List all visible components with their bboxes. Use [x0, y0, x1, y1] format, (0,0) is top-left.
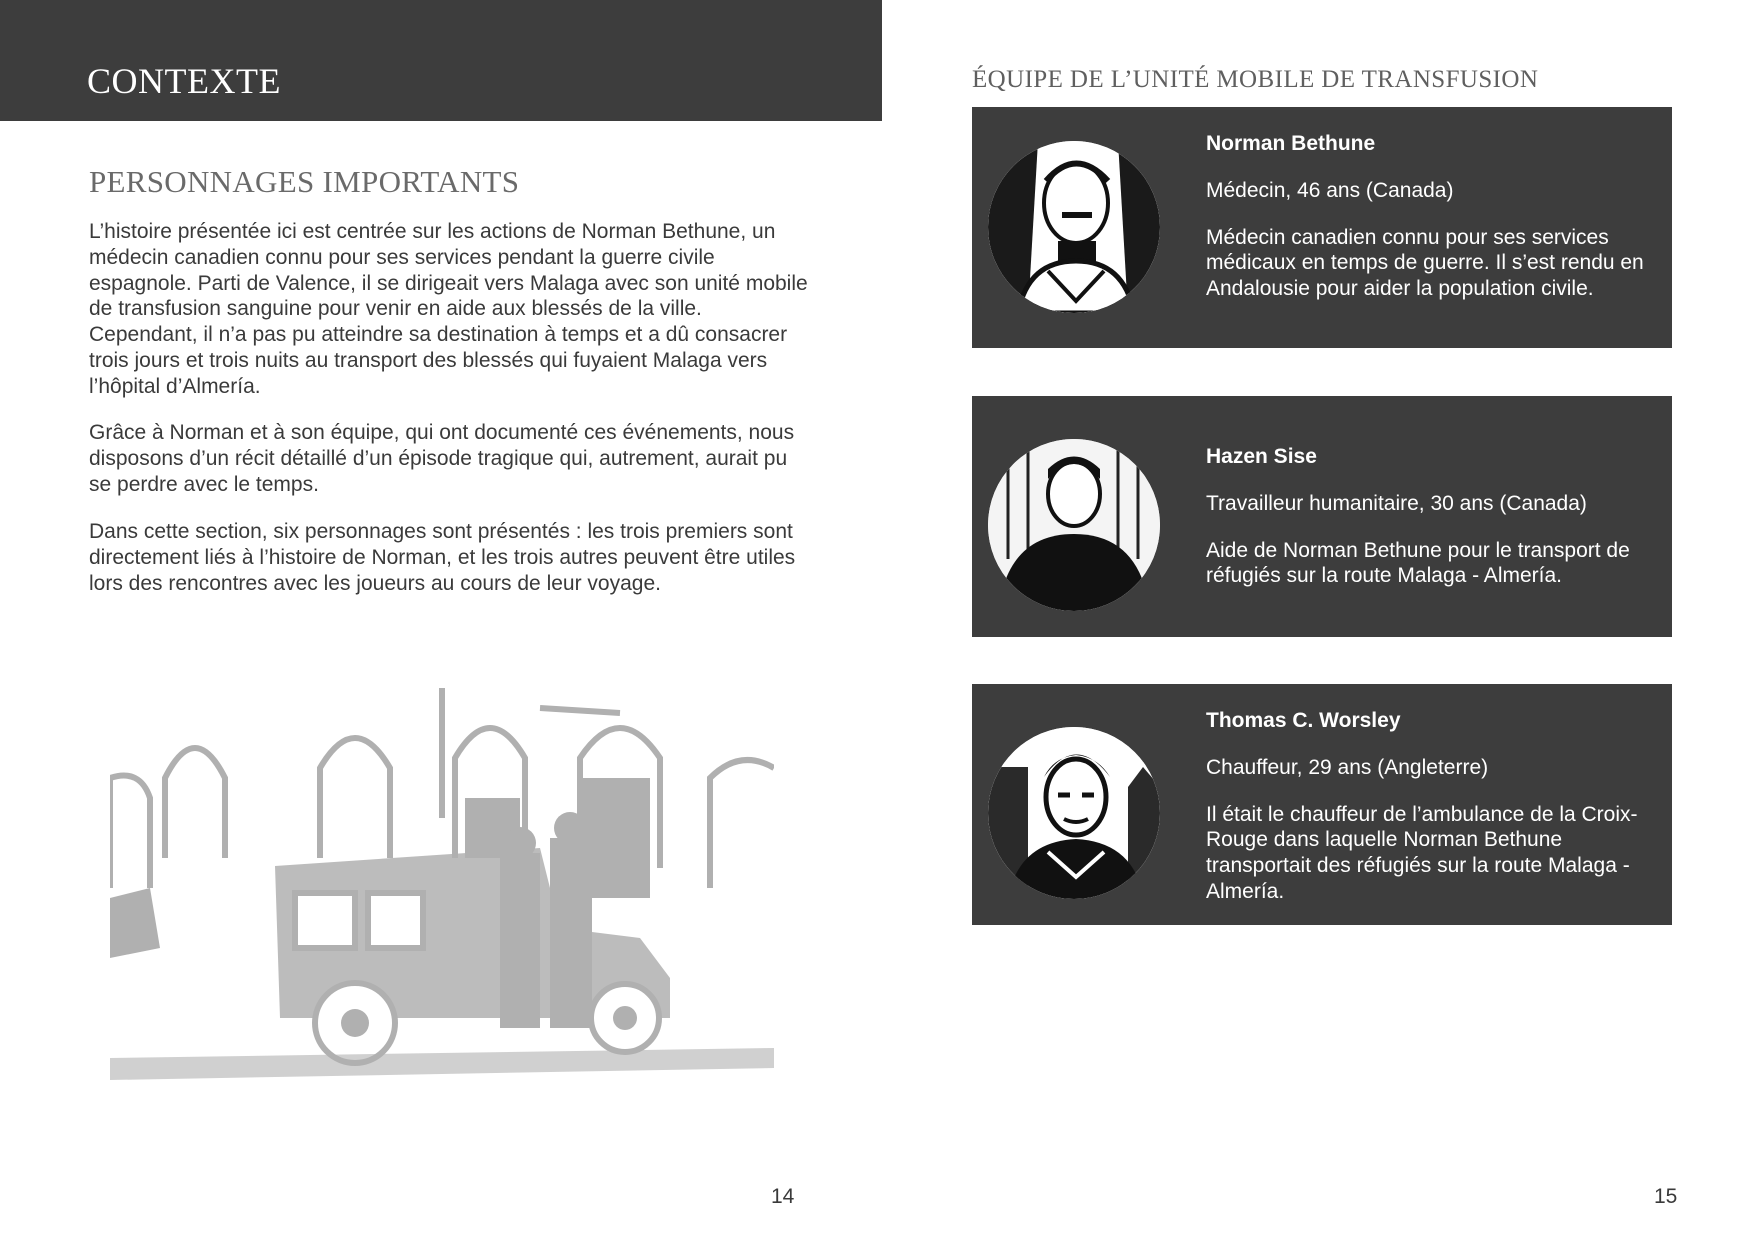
character-card-hazen-sise: [972, 396, 1672, 637]
portrait-hazen-sise: [988, 439, 1160, 611]
character-role: Chauffeur, 29 ans (Angleterre): [1206, 755, 1489, 779]
portrait-norman-bethune: [988, 141, 1160, 313]
team-section-title: ÉQUIPE DE L’UNITÉ MOBILE DE TRANSFUSION: [972, 66, 1539, 93]
character-description: Médecin canadien connu pour ses services médicaux en temps de guerre. Il s’est rendu en Andalousie pour aider la population civile.: [1206, 225, 1644, 301]
page-number-right: 15: [1654, 1185, 1678, 1208]
character-name: Hazen Sise: [1206, 445, 1317, 468]
character-description: Aide de Norman Bethune pour le transport de réfugiés sur la route Malaga - Almería.: [1206, 538, 1630, 588]
page-title: CONTEXTE: [87, 61, 281, 101]
character-card-thomas-worsley: [972, 684, 1672, 925]
character-info: [1206, 444, 1666, 589]
character-description: Il était le chauffeur de l’ambulance de la Croix-Rouge dans laquelle Norman Bethune transportait des réfugiés sur la route Malaga - Almería.: [1206, 802, 1638, 903]
ambulance-illustration: [110, 688, 774, 1088]
character-name: Norman Bethune: [1206, 132, 1376, 155]
character-role: Médecin, 46 ans (Canada): [1206, 178, 1454, 202]
page-number-left: 14: [771, 1185, 795, 1208]
portrait-thomas-worsley: [988, 727, 1160, 899]
section-paragraph: Dans cette section, six personnages sont présentés : les trois premiers sont directement liés à l’histoire de Norman, et les trois autres peuvent être utiles lors des rencontres avec les joueurs au cours de leur voyage.: [89, 520, 796, 595]
character-card-norman-bethune: [972, 107, 1672, 348]
character-info: [1206, 708, 1666, 905]
team-paragraph: Grâce à Norman et à son équipe, qui ont documenté ces événements, nous disposons d’un récit détaillé d’un épisode tragique qui, autrement, aurait pu se perdre avec le temps.: [89, 421, 795, 496]
intro-paragraph: L’histoire présentée ici est centrée sur les actions de Norman Bethune, un médecin canadien connu pour ses services pendant la guerre civile espagnole. Parti de Valence, il se dirigeait vers Malaga avec son unité mobile de transfusion sanguine pour venir en aide aux blessés de la ville. Cependant, il n’a pas pu atteindre sa destination à temps et a dû consacrer trois jours et trois nuits au transport des blessés qui fuyaient Malaga vers l’hôpital d’Almería.: [89, 220, 808, 398]
character-role: Travailleur humanitaire, 30 ans (Canada): [1206, 491, 1587, 515]
section-title: PERSONNAGES IMPORTANTS: [89, 164, 520, 199]
character-info: [1206, 131, 1666, 302]
character-name: Thomas C. Worsley: [1206, 709, 1401, 732]
